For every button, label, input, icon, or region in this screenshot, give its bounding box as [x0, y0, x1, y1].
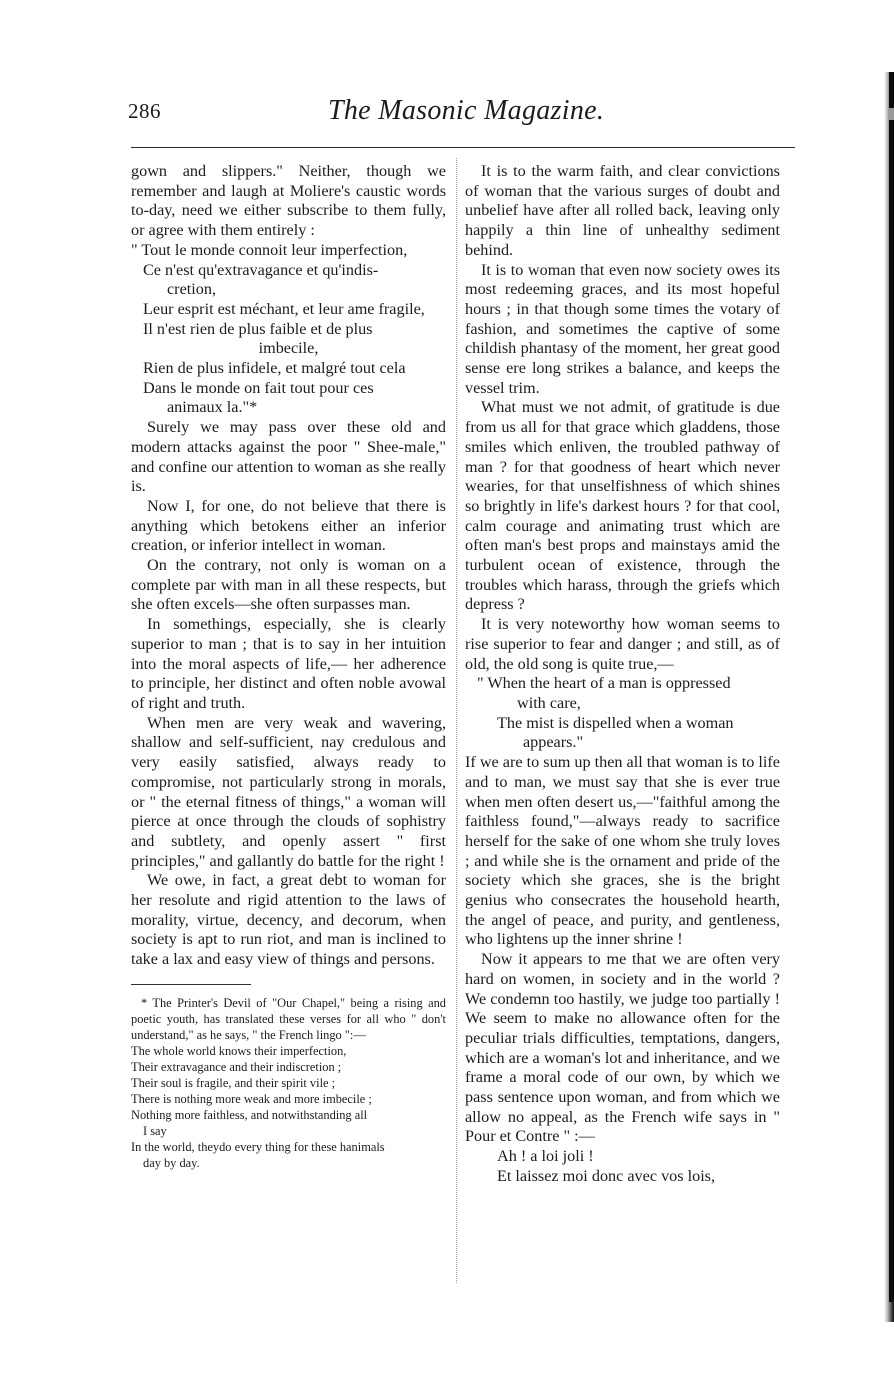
- paragraph: gown and slippers." Neither, though we remember and laugh at Moliere's caustic words to-day, need we either subscribe to them fully, or agree with them entirely :: [131, 162, 446, 240]
- verse-line: cretion,: [167, 280, 216, 299]
- paragraph: What must we not admit, of gratitude is due from us all for that grace which gladdens, those smiles which enliven, the troubled pathway of man ? for that goodness of heart which never wearies, for that unselfishness of which shines so brightly in life's darkest hours ? for that cool, calm courage and animating trust which are often man's best props and mainstays amid the turbulent ocean of existence, through the troubles which harass, through the griefs which depress ?: [465, 398, 780, 614]
- paragraph: It is to the warm faith, and clear convictions of woman that the various surges of doubt and unbelief have after all rolled back, leaving only happily a thin line of unhealthy sediment behind.: [465, 162, 780, 259]
- scan-edge-bar: [889, 72, 894, 1302]
- column-divider: [456, 158, 457, 1283]
- verse-line: Leur esprit est méchant, et leur ame fragile,: [143, 299, 425, 318]
- verse-line: Il n'est rien de plus faible et de plus: [143, 319, 373, 338]
- footnote-line: Their soul is fragile, and their spirit vile ;: [131, 1075, 336, 1090]
- footnote-line: The whole world knows their imperfection,: [131, 1043, 347, 1058]
- paragraph: Now I, for one, do not believe that there is anything which betokens either an inferior creation, or inferior intellect in woman.: [131, 496, 446, 555]
- header-rule: [131, 147, 795, 148]
- paragraph: When men are very weak and wavering, shallow and self-sufficient, nay credulous and very easily satisfied, always ready to compromise, not particularly strong in morals, or " the eternal fitness of things," a woman will pierce at once through the clouds of sophistry and subtlety, and openly assert " first principles," and gallantly do battle for the right !: [131, 713, 446, 870]
- paragraph: On the contrary, not only is woman on a complete par with man in all these respects, but she often excels—she often surpasses man.: [131, 556, 446, 614]
- scan-edge-gap: [889, 108, 894, 120]
- verse-line: imbecile,: [258, 339, 319, 358]
- footnote-line: Their extravagance and their indiscretion ;: [131, 1059, 342, 1074]
- footnote-line: Nothing more faithless, and notwithstanding all: [131, 1107, 368, 1122]
- footnote-rule: [131, 984, 251, 985]
- song-verse: [465, 674, 780, 753]
- footnote-intro: * The Printer's Devil of "Our Chapel," being a rising and poetic youth, has translated these verses for all who " don't understand," as he says, " the French lingo ":—: [131, 995, 446, 1042]
- verse-line: The mist is dispelled when a woman: [497, 713, 734, 732]
- verse-line: Ce n'est qu'extravagance et qu'indis-: [143, 260, 379, 279]
- verse-line: " Tout le monde connoit leur imperfection,: [131, 240, 408, 259]
- footnote: [131, 995, 446, 1171]
- verse-line: with care,: [517, 693, 581, 712]
- verse-line: Et laissez moi donc avec vos lois,: [497, 1166, 716, 1185]
- magazine-title: The Masonic Magazine.: [328, 95, 605, 126]
- paragraph: Surely we may pass over these old and modern attacks against the poor " Shee-male," and confine our attention to woman as she really is.: [131, 418, 446, 496]
- paragraph: Now it appears to me that we are often very hard on women, in society and in the world ? We condemn too hastily, we judge too partially ! We seem to make no allowance often for the peculiar trials difficulties, temptations, dangers, which are a woman's lot and inheritance, and we frame a moral code of our own, by which we pass sentence upon woman, and from which we allow no appeal, as the French wife says in " Pour et Contre " :—: [465, 950, 780, 1146]
- footnote-line: There is nothing more weak and more imbecile ;: [131, 1091, 372, 1106]
- right-column: [465, 162, 780, 1187]
- verse-line: animaux la."*: [167, 398, 258, 417]
- verse-line: " When the heart of a man is oppressed: [477, 674, 731, 693]
- paragraph: If we are to sum up then all that woman is to life and to man, we must say that she is ever true when men often desert us,—"faithful among the faithless found,"—always ready to sacrifice herself for the sake of one whom she truly loves ; and while she is the ornament and pride of the society which she graces, she is the bright genius who consecrates the household hearth, the angel of peace, and purity, and gentleness, who lightens up the inner shrine !: [465, 753, 780, 949]
- paragraph: It is to woman that even now society owes its most redeeming graces, and its most hopeful hours ; in that though some times the votary of fashion, and sometimes the captive of some childish phantasy of the moment, her great good sense ere long strikes a balance, and keeps the vessel trim.: [465, 260, 780, 397]
- paragraph: It is very noteworthy how woman seems to rise superior to fear and danger ; and still, as of old, the old song is quite true,—: [465, 615, 780, 673]
- verse-line: Dans le monde on fait tout pour ces: [143, 378, 374, 397]
- verse-line: Ah ! a loi joli !: [497, 1147, 594, 1166]
- paragraph: We owe, in fact, a great debt to woman for her resolute and rigid attention to the laws of morality, virtue, decency, and decorum, when society is apt to run riot, and man is inclined to take a lax and easy view of things and persons.: [131, 871, 446, 969]
- left-column: [131, 162, 446, 1171]
- page-number: 286: [128, 99, 161, 123]
- footnote-line: In the world, theydo every thing for these hanimals: [131, 1139, 385, 1154]
- french-verse: [131, 241, 446, 418]
- page-header: [128, 95, 796, 135]
- french-verse: [465, 1147, 780, 1186]
- footnote-line: I say: [143, 1123, 167, 1138]
- footnote-line: day by day.: [143, 1155, 200, 1170]
- verse-line: appears.": [523, 733, 584, 752]
- paragraph: In somethings, especially, she is clearly superior to man ; that is to say in her intuition into the moral aspects of life,— her adherence to principle, her distinct and often noble avowal of right and truth.: [131, 615, 446, 712]
- verse-line: Rien de plus infidele, et malgré tout cela: [143, 359, 406, 378]
